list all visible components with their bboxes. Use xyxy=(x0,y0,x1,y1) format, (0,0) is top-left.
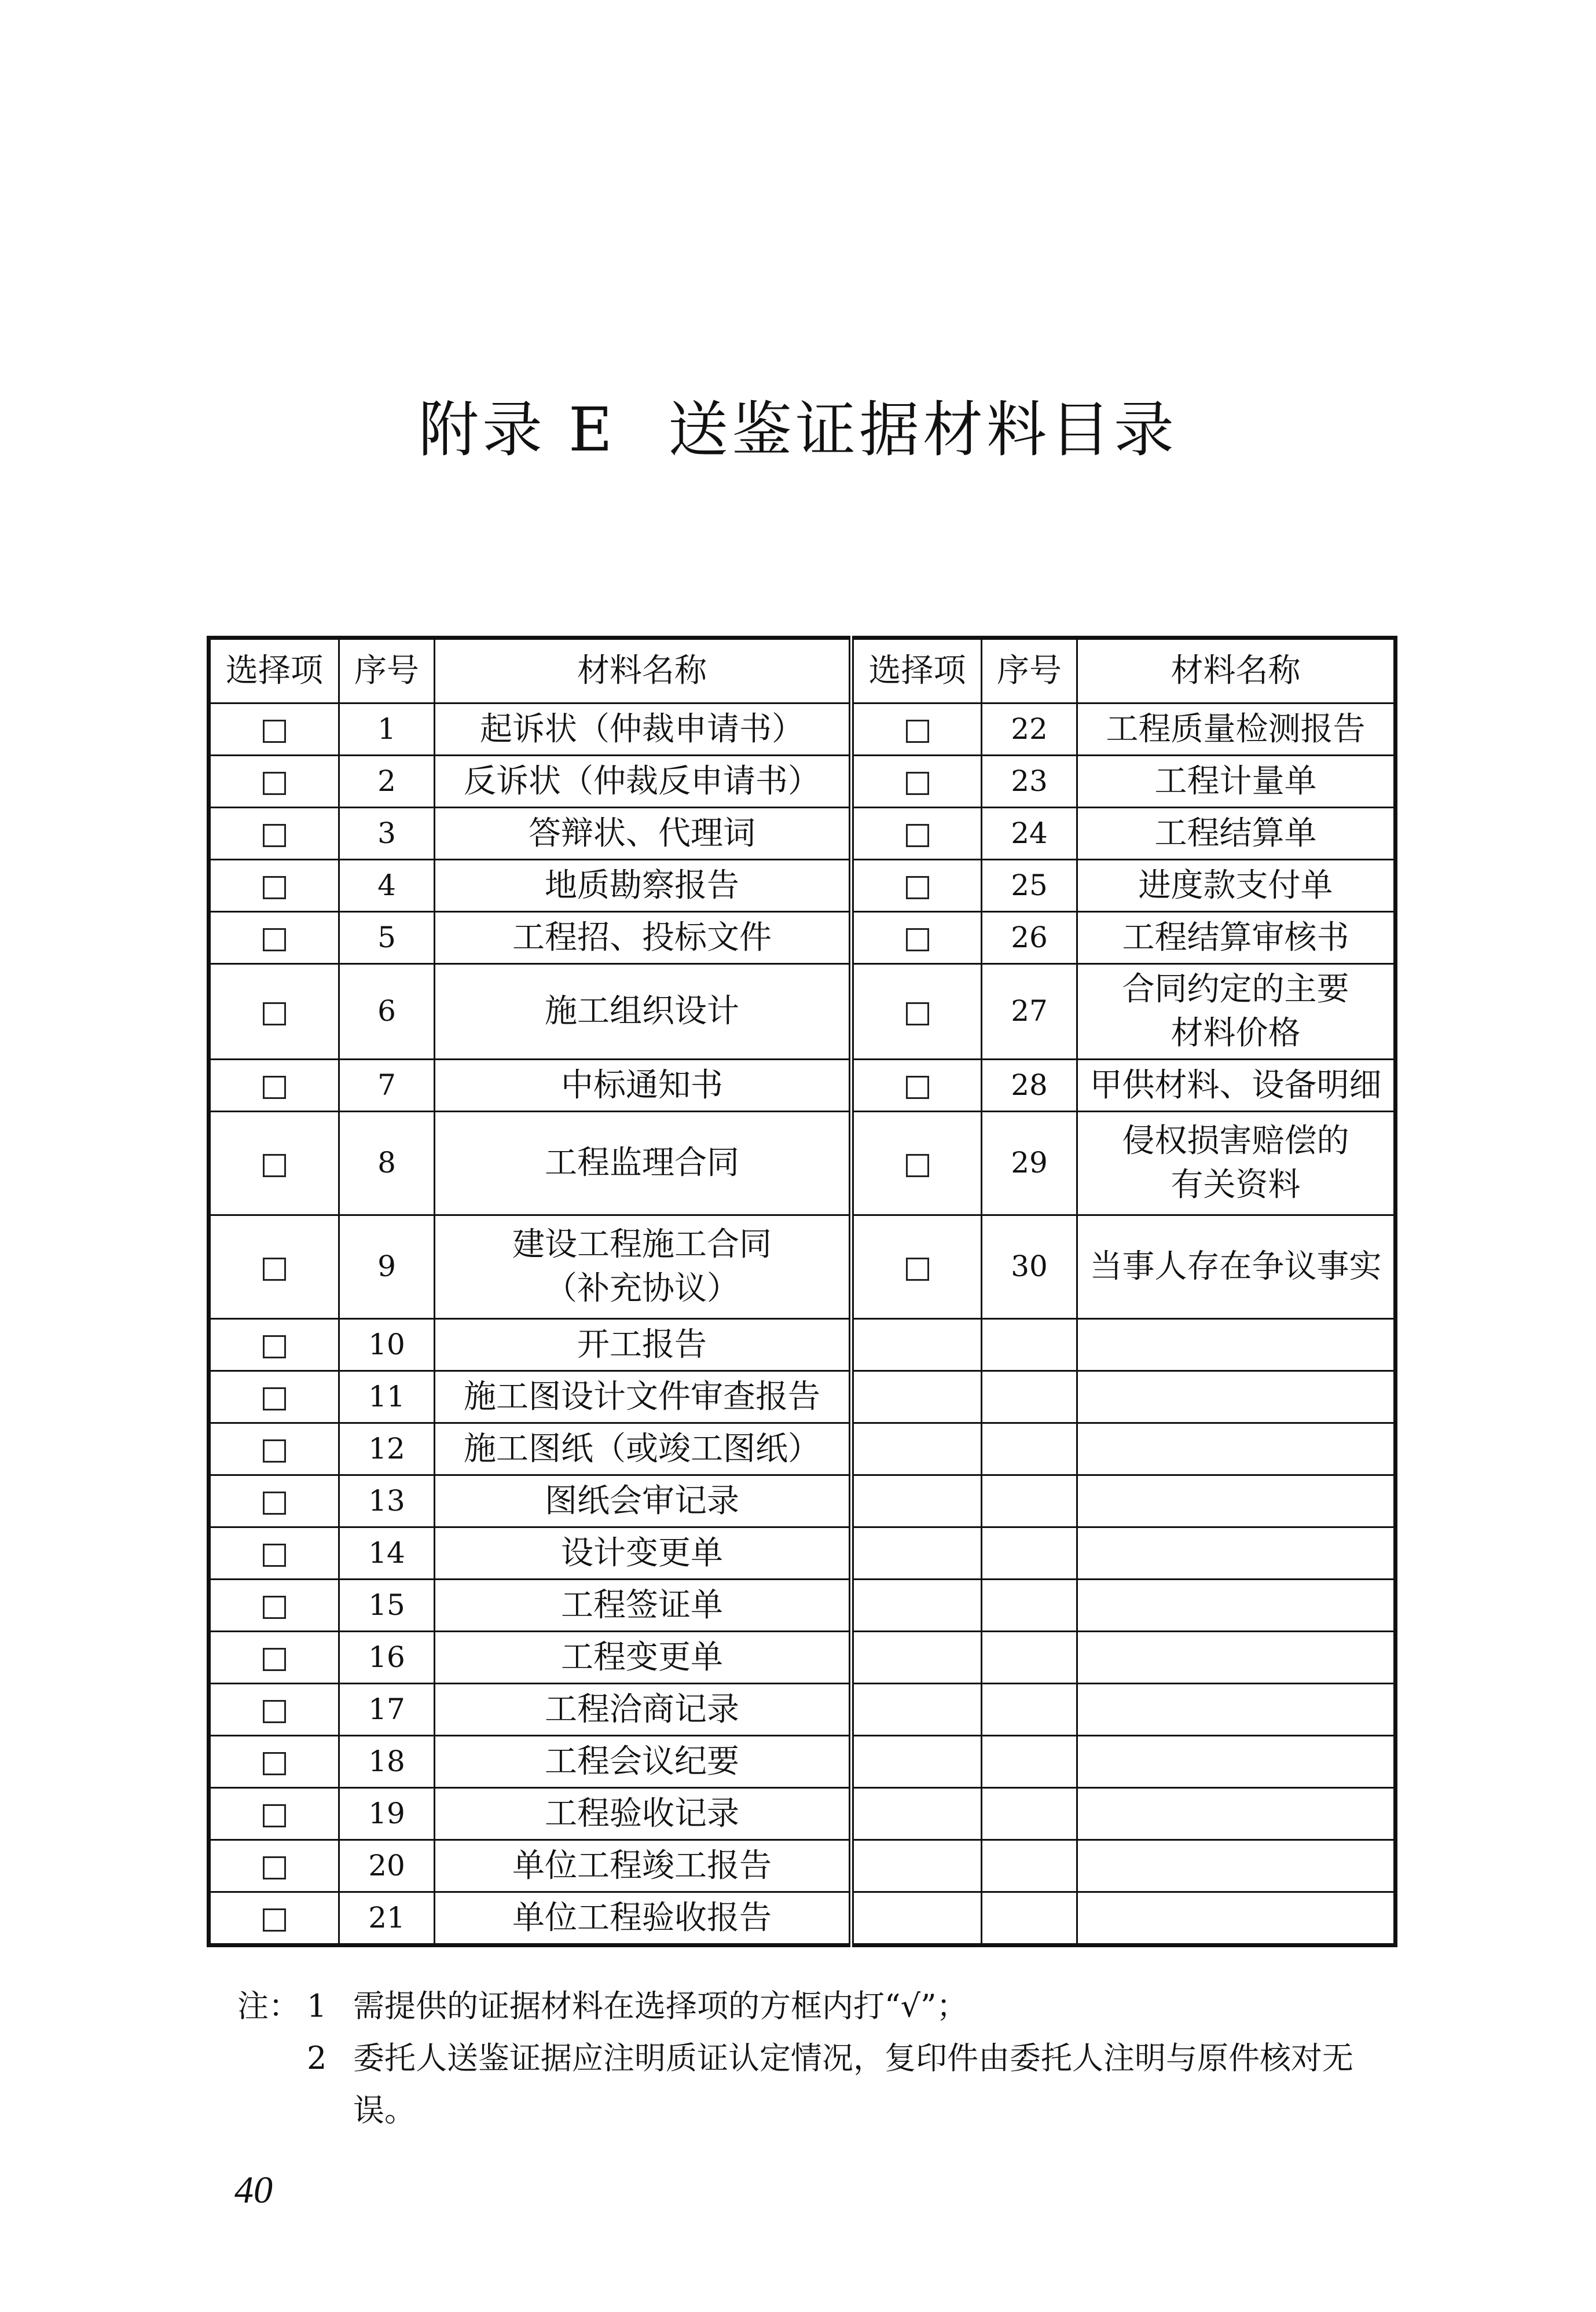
select-cell-left xyxy=(209,1632,339,1684)
serial-cell-left: 11 xyxy=(339,1371,435,1423)
serial-cell-right: 22 xyxy=(982,704,1077,756)
checkbox[interactable] xyxy=(263,1908,286,1932)
select-cell-right xyxy=(852,1475,982,1527)
select-cell-left xyxy=(209,1788,339,1840)
table-row xyxy=(209,1892,1396,1945)
checkbox[interactable] xyxy=(906,824,929,847)
select-cell-right xyxy=(852,756,982,808)
checkbox[interactable] xyxy=(263,1335,286,1358)
table-row xyxy=(209,1060,1396,1112)
checkbox[interactable] xyxy=(906,1076,929,1099)
table-row xyxy=(209,704,1396,756)
note-item-2 xyxy=(237,2032,1389,2137)
header-select-left: 选择项 xyxy=(209,638,339,704)
material-name-cell-left: 建设工程施工合同 （补充协议） xyxy=(435,1215,852,1319)
material-name-cell-left: 工程会议纪要 xyxy=(435,1736,852,1788)
checkbox[interactable] xyxy=(263,772,286,795)
checkbox[interactable] xyxy=(263,1387,286,1410)
table-row xyxy=(209,964,1396,1060)
serial-cell-left: 6 xyxy=(339,964,435,1060)
material-name-cell-right: 工程结算审核书 xyxy=(1077,912,1396,964)
serial-cell-right xyxy=(982,1423,1077,1475)
select-cell-left xyxy=(209,1112,339,1215)
material-name-cell-left: 图纸会审记录 xyxy=(435,1475,852,1527)
select-cell-right xyxy=(852,912,982,964)
table-row xyxy=(209,1319,1396,1371)
select-cell-left xyxy=(209,808,339,860)
checkbox[interactable] xyxy=(906,1258,929,1281)
select-cell-right xyxy=(852,1319,982,1371)
select-cell-right xyxy=(852,1423,982,1475)
select-cell-left xyxy=(209,1319,339,1371)
serial-cell-right xyxy=(982,1527,1077,1580)
serial-cell-left: 20 xyxy=(339,1840,435,1892)
checkbox[interactable] xyxy=(263,1700,286,1723)
serial-cell-left: 12 xyxy=(339,1423,435,1475)
material-name-cell-left: 工程招、投标文件 xyxy=(435,912,852,964)
select-cell-right xyxy=(852,860,982,912)
select-cell-left xyxy=(209,1215,339,1319)
table-row xyxy=(209,1112,1396,1215)
table-row xyxy=(209,1475,1396,1527)
appendix-label: 附录 E xyxy=(419,394,616,465)
serial-cell-right: 24 xyxy=(982,808,1077,860)
serial-cell-left: 4 xyxy=(339,860,435,912)
serial-cell-right xyxy=(982,1371,1077,1423)
material-name-cell-right xyxy=(1077,1736,1396,1788)
select-cell-left xyxy=(209,1527,339,1580)
table-row xyxy=(209,808,1396,860)
serial-cell-left: 17 xyxy=(339,1684,435,1736)
material-name-cell-right: 工程计量单 xyxy=(1077,756,1396,808)
select-cell-right xyxy=(852,1371,982,1423)
material-name-cell-left: 工程变更单 xyxy=(435,1632,852,1684)
serial-cell-left: 15 xyxy=(339,1580,435,1632)
checkbox[interactable] xyxy=(906,928,929,951)
table-row xyxy=(209,1371,1396,1423)
serial-cell-right xyxy=(982,1319,1077,1371)
material-name-cell-left: 单位工程验收报告 xyxy=(435,1892,852,1945)
checkbox[interactable] xyxy=(263,1076,286,1099)
table-row xyxy=(209,1684,1396,1736)
serial-cell-right: 26 xyxy=(982,912,1077,964)
material-name-cell-right xyxy=(1077,1684,1396,1736)
serial-cell-left: 10 xyxy=(339,1319,435,1371)
header-serial-right: 序号 xyxy=(982,638,1077,704)
evidence-table-container xyxy=(207,636,1397,1947)
checkbox[interactable] xyxy=(906,1002,929,1025)
material-name-cell-left: 单位工程竣工报告 xyxy=(435,1840,852,1892)
select-cell-left xyxy=(209,964,339,1060)
table-row xyxy=(209,1632,1396,1684)
material-name-cell-right xyxy=(1077,1892,1396,1945)
checkbox[interactable] xyxy=(263,876,286,899)
serial-cell-right xyxy=(982,1840,1077,1892)
table-row xyxy=(209,756,1396,808)
material-name-cell-left: 设计变更单 xyxy=(435,1527,852,1580)
material-name-cell-right: 甲供材料、设备明细 xyxy=(1077,1060,1396,1112)
header-serial-left: 序号 xyxy=(339,638,435,704)
header-name-right: 材料名称 xyxy=(1077,638,1396,704)
serial-cell-left: 7 xyxy=(339,1060,435,1112)
evidence-table xyxy=(207,636,1397,1947)
serial-cell-right xyxy=(982,1632,1077,1684)
serial-cell-left: 8 xyxy=(339,1112,435,1215)
checkbox[interactable] xyxy=(263,1002,286,1025)
serial-cell-left: 16 xyxy=(339,1632,435,1684)
serial-cell-left: 1 xyxy=(339,704,435,756)
table-row xyxy=(209,1423,1396,1475)
table-row xyxy=(209,912,1396,964)
serial-cell-right xyxy=(982,1892,1077,1945)
checkbox[interactable] xyxy=(263,1154,286,1177)
checkbox[interactable] xyxy=(263,1804,286,1827)
serial-cell-right: 28 xyxy=(982,1060,1077,1112)
select-cell-right xyxy=(852,1840,982,1892)
serial-cell-right xyxy=(982,1580,1077,1632)
serial-cell-left: 13 xyxy=(339,1475,435,1527)
serial-cell-right xyxy=(982,1684,1077,1736)
material-name-cell-right xyxy=(1077,1580,1396,1632)
material-name-cell-right xyxy=(1077,1423,1396,1475)
material-name-cell-right xyxy=(1077,1840,1396,1892)
page-title xyxy=(0,394,1596,465)
select-cell-left xyxy=(209,1060,339,1112)
select-cell-right xyxy=(852,1580,982,1632)
table-row xyxy=(209,1527,1396,1580)
select-cell-left xyxy=(209,1475,339,1527)
serial-cell-right: 27 xyxy=(982,964,1077,1060)
select-cell-right xyxy=(852,1632,982,1684)
select-cell-right xyxy=(852,1788,982,1840)
material-name-cell-left: 中标通知书 xyxy=(435,1060,852,1112)
select-cell-left xyxy=(209,1840,339,1892)
checkbox[interactable] xyxy=(263,1856,286,1879)
material-name-cell-left: 施工图纸（或竣工图纸） xyxy=(435,1423,852,1475)
checkbox[interactable] xyxy=(263,1258,286,1281)
table-row xyxy=(209,1840,1396,1892)
material-name-cell-left: 施工图设计文件审查报告 xyxy=(435,1371,852,1423)
checkbox[interactable] xyxy=(263,720,286,743)
select-cell-left xyxy=(209,1736,339,1788)
material-name-cell-right xyxy=(1077,1527,1396,1580)
serial-cell-left: 18 xyxy=(339,1736,435,1788)
select-cell-right xyxy=(852,1684,982,1736)
material-name-cell-right xyxy=(1077,1475,1396,1527)
material-name-cell-right xyxy=(1077,1632,1396,1684)
material-name-cell-left: 工程洽商记录 xyxy=(435,1684,852,1736)
material-name-cell-left: 工程监理合同 xyxy=(435,1112,852,1215)
note-number: 1 xyxy=(307,1988,327,2024)
header-name-left: 材料名称 xyxy=(435,638,852,704)
select-cell-left xyxy=(209,704,339,756)
serial-cell-left: 5 xyxy=(339,912,435,964)
page-number: 40 xyxy=(234,2169,273,2211)
serial-cell-right xyxy=(982,1736,1077,1788)
select-cell-left xyxy=(209,860,339,912)
select-cell-right xyxy=(852,1215,982,1319)
table-body xyxy=(209,704,1396,1945)
table-header-row xyxy=(209,638,1396,704)
checkbox[interactable] xyxy=(263,1648,286,1671)
select-cell-right xyxy=(852,1112,982,1215)
serial-cell-left: 2 xyxy=(339,756,435,808)
serial-cell-right: 30 xyxy=(982,1215,1077,1319)
material-name-cell-left: 施工组织设计 xyxy=(435,964,852,1060)
serial-cell-right: 23 xyxy=(982,756,1077,808)
note-text: 需提供的证据材料在选择项的方框内打“√”； xyxy=(353,1988,968,2024)
checkbox[interactable] xyxy=(906,772,929,795)
material-name-cell-right xyxy=(1077,1319,1396,1371)
serial-cell-right xyxy=(982,1475,1077,1527)
appendix-title: 送鉴证据材料目录 xyxy=(667,394,1177,465)
select-cell-right xyxy=(852,964,982,1060)
checkbox[interactable] xyxy=(263,1596,286,1619)
material-name-cell-left: 答辩状、代理词 xyxy=(435,808,852,860)
table-row xyxy=(209,1736,1396,1788)
material-name-cell-right xyxy=(1077,1371,1396,1423)
checkbox[interactable] xyxy=(263,928,286,951)
select-cell-left xyxy=(209,912,339,964)
checkbox[interactable] xyxy=(263,1752,286,1775)
serial-cell-left: 14 xyxy=(339,1527,435,1580)
note-text: 委托人送鉴证据应注明质证认定情况，复印件由委托人注明与原件核对无误。 xyxy=(353,2040,1353,2128)
select-cell-right xyxy=(852,1060,982,1112)
serial-cell-right: 29 xyxy=(982,1112,1077,1215)
material-name-cell-left: 起诉状（仲裁申请书） xyxy=(435,704,852,756)
select-cell-left xyxy=(209,1892,339,1945)
select-cell-left xyxy=(209,1580,339,1632)
material-name-cell-right: 工程质量检测报告 xyxy=(1077,704,1396,756)
checkbox[interactable] xyxy=(906,876,929,899)
material-name-cell-left: 工程验收记录 xyxy=(435,1788,852,1840)
checkbox[interactable] xyxy=(263,1439,286,1463)
checkbox[interactable] xyxy=(263,1544,286,1567)
note-item-1 xyxy=(237,1980,1389,2032)
select-cell-right xyxy=(852,1736,982,1788)
checkbox[interactable] xyxy=(906,1154,929,1177)
serial-cell-right xyxy=(982,1788,1077,1840)
note-prefix: 注： xyxy=(237,1988,300,2024)
select-cell-left xyxy=(209,1371,339,1423)
serial-cell-left: 19 xyxy=(339,1788,435,1840)
table-row xyxy=(209,1215,1396,1319)
select-cell-right xyxy=(852,1527,982,1580)
material-name-cell-right: 侵权损害赔偿的 有关资料 xyxy=(1077,1112,1396,1215)
material-name-cell-right: 当事人存在争议事实 xyxy=(1077,1215,1396,1319)
header-select-right: 选择项 xyxy=(852,638,982,704)
material-name-cell-left: 地质勘察报告 xyxy=(435,860,852,912)
material-name-cell-right xyxy=(1077,1788,1396,1840)
checkbox[interactable] xyxy=(263,1492,286,1515)
note-number: 2 xyxy=(307,2040,327,2076)
serial-cell-right: 25 xyxy=(982,860,1077,912)
table-row xyxy=(209,1788,1396,1840)
select-cell-left xyxy=(209,1684,339,1736)
table-row xyxy=(209,860,1396,912)
select-cell-right xyxy=(852,1892,982,1945)
serial-cell-left: 21 xyxy=(339,1892,435,1945)
select-cell-right xyxy=(852,808,982,860)
select-cell-left xyxy=(209,756,339,808)
material-name-cell-left: 反诉状（仲裁反申请书） xyxy=(435,756,852,808)
material-name-cell-right: 合同约定的主要 材料价格 xyxy=(1077,964,1396,1060)
table-row xyxy=(209,1580,1396,1632)
material-name-cell-right: 工程结算单 xyxy=(1077,808,1396,860)
checkbox[interactable] xyxy=(906,720,929,743)
notes-section xyxy=(237,1980,1389,2137)
material-name-cell-right: 进度款支付单 xyxy=(1077,860,1396,912)
material-name-cell-left: 开工报告 xyxy=(435,1319,852,1371)
serial-cell-left: 9 xyxy=(339,1215,435,1319)
checkbox[interactable] xyxy=(263,824,286,847)
serial-cell-left: 3 xyxy=(339,808,435,860)
material-name-cell-left: 工程签证单 xyxy=(435,1580,852,1632)
select-cell-left xyxy=(209,1423,339,1475)
select-cell-right xyxy=(852,704,982,756)
